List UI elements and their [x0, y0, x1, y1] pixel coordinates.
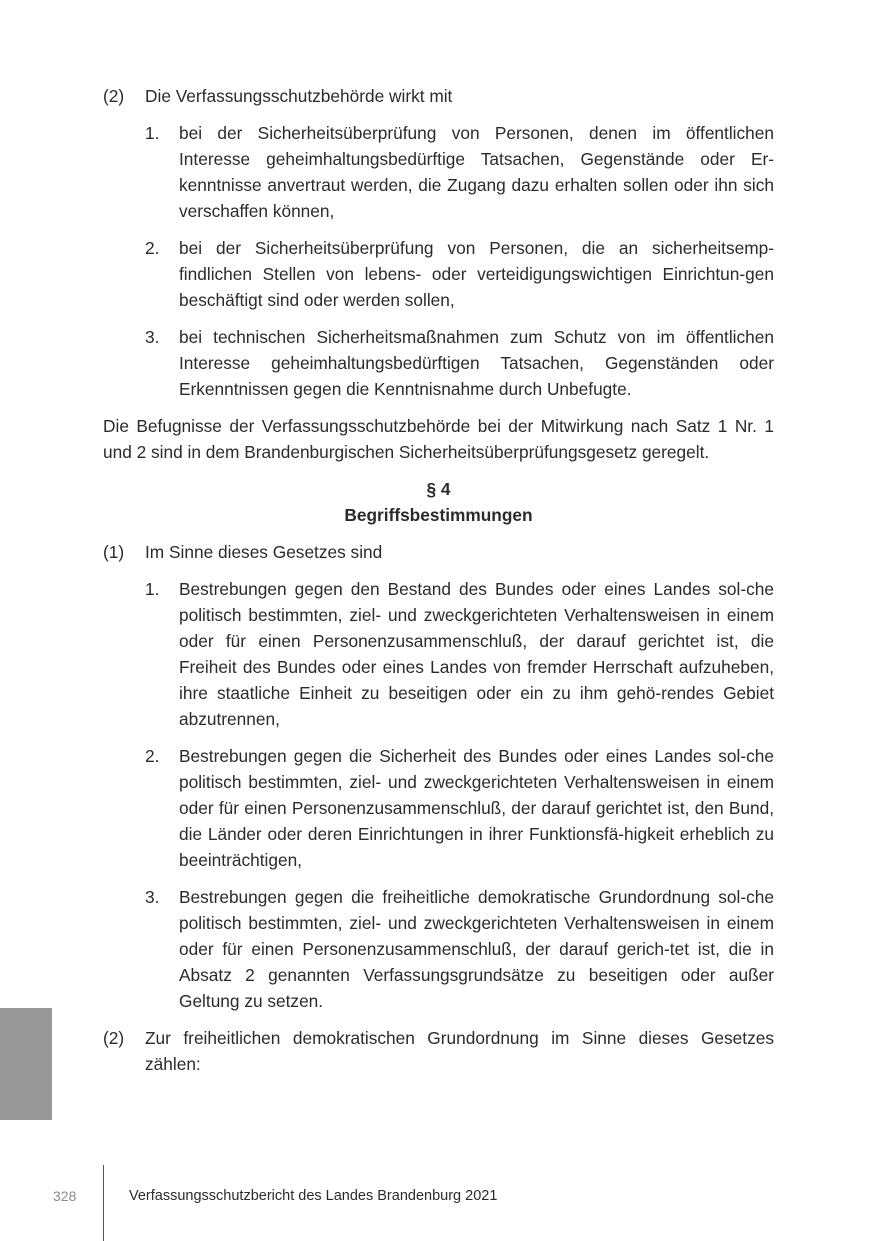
list-item	[103, 576, 774, 732]
paragraph-number: (1)	[103, 542, 125, 562]
paragraph-text: Zur freiheitlichen demokratischen Grundordnung im Sinne dieses Gesetzes zählen:	[145, 1028, 774, 1074]
paragraph-number: (2)	[103, 86, 125, 106]
closing-paragraph: Die Befugnisse der Verfassungsschutzbehörde bei der Mitwirkung nach Satz 1 Nr. 1 und 2 sind in dem Brandenburgischen Sicherheitsüberprüfungsgesetz geregelt.	[103, 416, 774, 462]
list-item-text: bei der Sicherheitsüberprüfung von Personen, die an sicherheitsemp-findlichen Stellen von lebens- oder verteidigungswichtigen Einrichtun-gen beschäftigt sind oder werden sollen,	[179, 238, 774, 310]
list-item-text: Bestrebungen gegen die Sicherheit des Bundes oder eines Landes sol-che politisch bestimmten, ziel- und zweckgerichteten Verhaltensweisen in einem oder für einen Personenzusammenschluß, der darauf gerichtet ist, den Bund, die Länder oder deren Einrichtungen in ihrer Funktionsfä-higkeit erheblich zu beeinträchtigen,	[179, 746, 774, 870]
section-title: Begriffsbestimmungen	[344, 505, 533, 525]
chapter-tab	[0, 1008, 52, 1120]
list-item	[103, 884, 774, 1014]
list-item	[103, 120, 774, 224]
list-item	[103, 324, 774, 402]
paragraph-1-intro	[103, 539, 774, 565]
list-item-number: 1.	[145, 123, 160, 143]
list-item-text: Bestrebungen gegen die freiheitliche demokratische Grundordnung sol-che politisch bestimmten, ziel- und zweckgerichteten Verhaltensweisen in einem oder für einen Personenzusammenschluß, der darauf gerich-tet ist, die in Absatz 2 genannten Verfassungsgrundsätze zu beseitigen oder außer Geltung zu setzen.	[179, 887, 774, 1011]
paragraph-text: Im Sinne dieses Gesetzes sind	[145, 542, 383, 562]
paragraph-text: Die Verfassungsschutzbehörde wirkt mit	[145, 86, 453, 106]
paragraph-number: (2)	[103, 1028, 125, 1048]
list-item-number: 3.	[145, 887, 160, 907]
section-number: § 4	[426, 479, 451, 499]
paragraph-2-list	[103, 120, 774, 402]
paragraph-2b	[103, 1025, 774, 1077]
list-item-number: 2.	[145, 746, 160, 766]
footer-divider	[103, 1165, 104, 1241]
list-item-number: 1.	[145, 579, 160, 599]
page-content	[103, 83, 774, 1077]
running-footer-title: Verfassungsschutzbericht des Landes Brandenburg 2021	[129, 1188, 498, 1204]
paragraph-2-intro	[103, 83, 774, 109]
list-item-text: bei technischen Sicherheitsmaßnahmen zum Schutz von im öffentlichen Interesse geheimhaltungsbedürftigen Tatsachen, Gegenständen oder Erkenntnissen gegen die Kenntnisnahme durch Unbefugte.	[179, 327, 774, 399]
list-item-text: bei der Sicherheitsüberprüfung von Personen, denen im öffentlichen Interesse geheimhaltungsbedürftige Tatsachen, Gegenstände oder Er-kenntnisse anvertraut werden, die Zugang dazu erhalten sollen oder ihn sich verschaffen können,	[179, 123, 774, 221]
list-item-text: Bestrebungen gegen den Bestand des Bundes oder eines Landes sol-che politisch bestimmten, ziel- und zweckgerichteten Verhaltensweisen in einem oder für einen Personenzusammenschluß, der darauf gerichtet ist, die Freiheit des Bundes oder eines Landes von fremder Herrschaft aufzuheben, ihre staatliche Einheit zu beseitigen oder ein zu ihm gehö-rendes Gebiet abzutrennen,	[179, 579, 774, 729]
page-number: 328	[53, 1188, 77, 1204]
list-item-number: 2.	[145, 238, 160, 258]
paragraph-1-list	[103, 576, 774, 1014]
list-item-number: 3.	[145, 327, 160, 347]
section-heading	[103, 476, 774, 528]
list-item	[103, 235, 774, 313]
list-item	[103, 743, 774, 873]
